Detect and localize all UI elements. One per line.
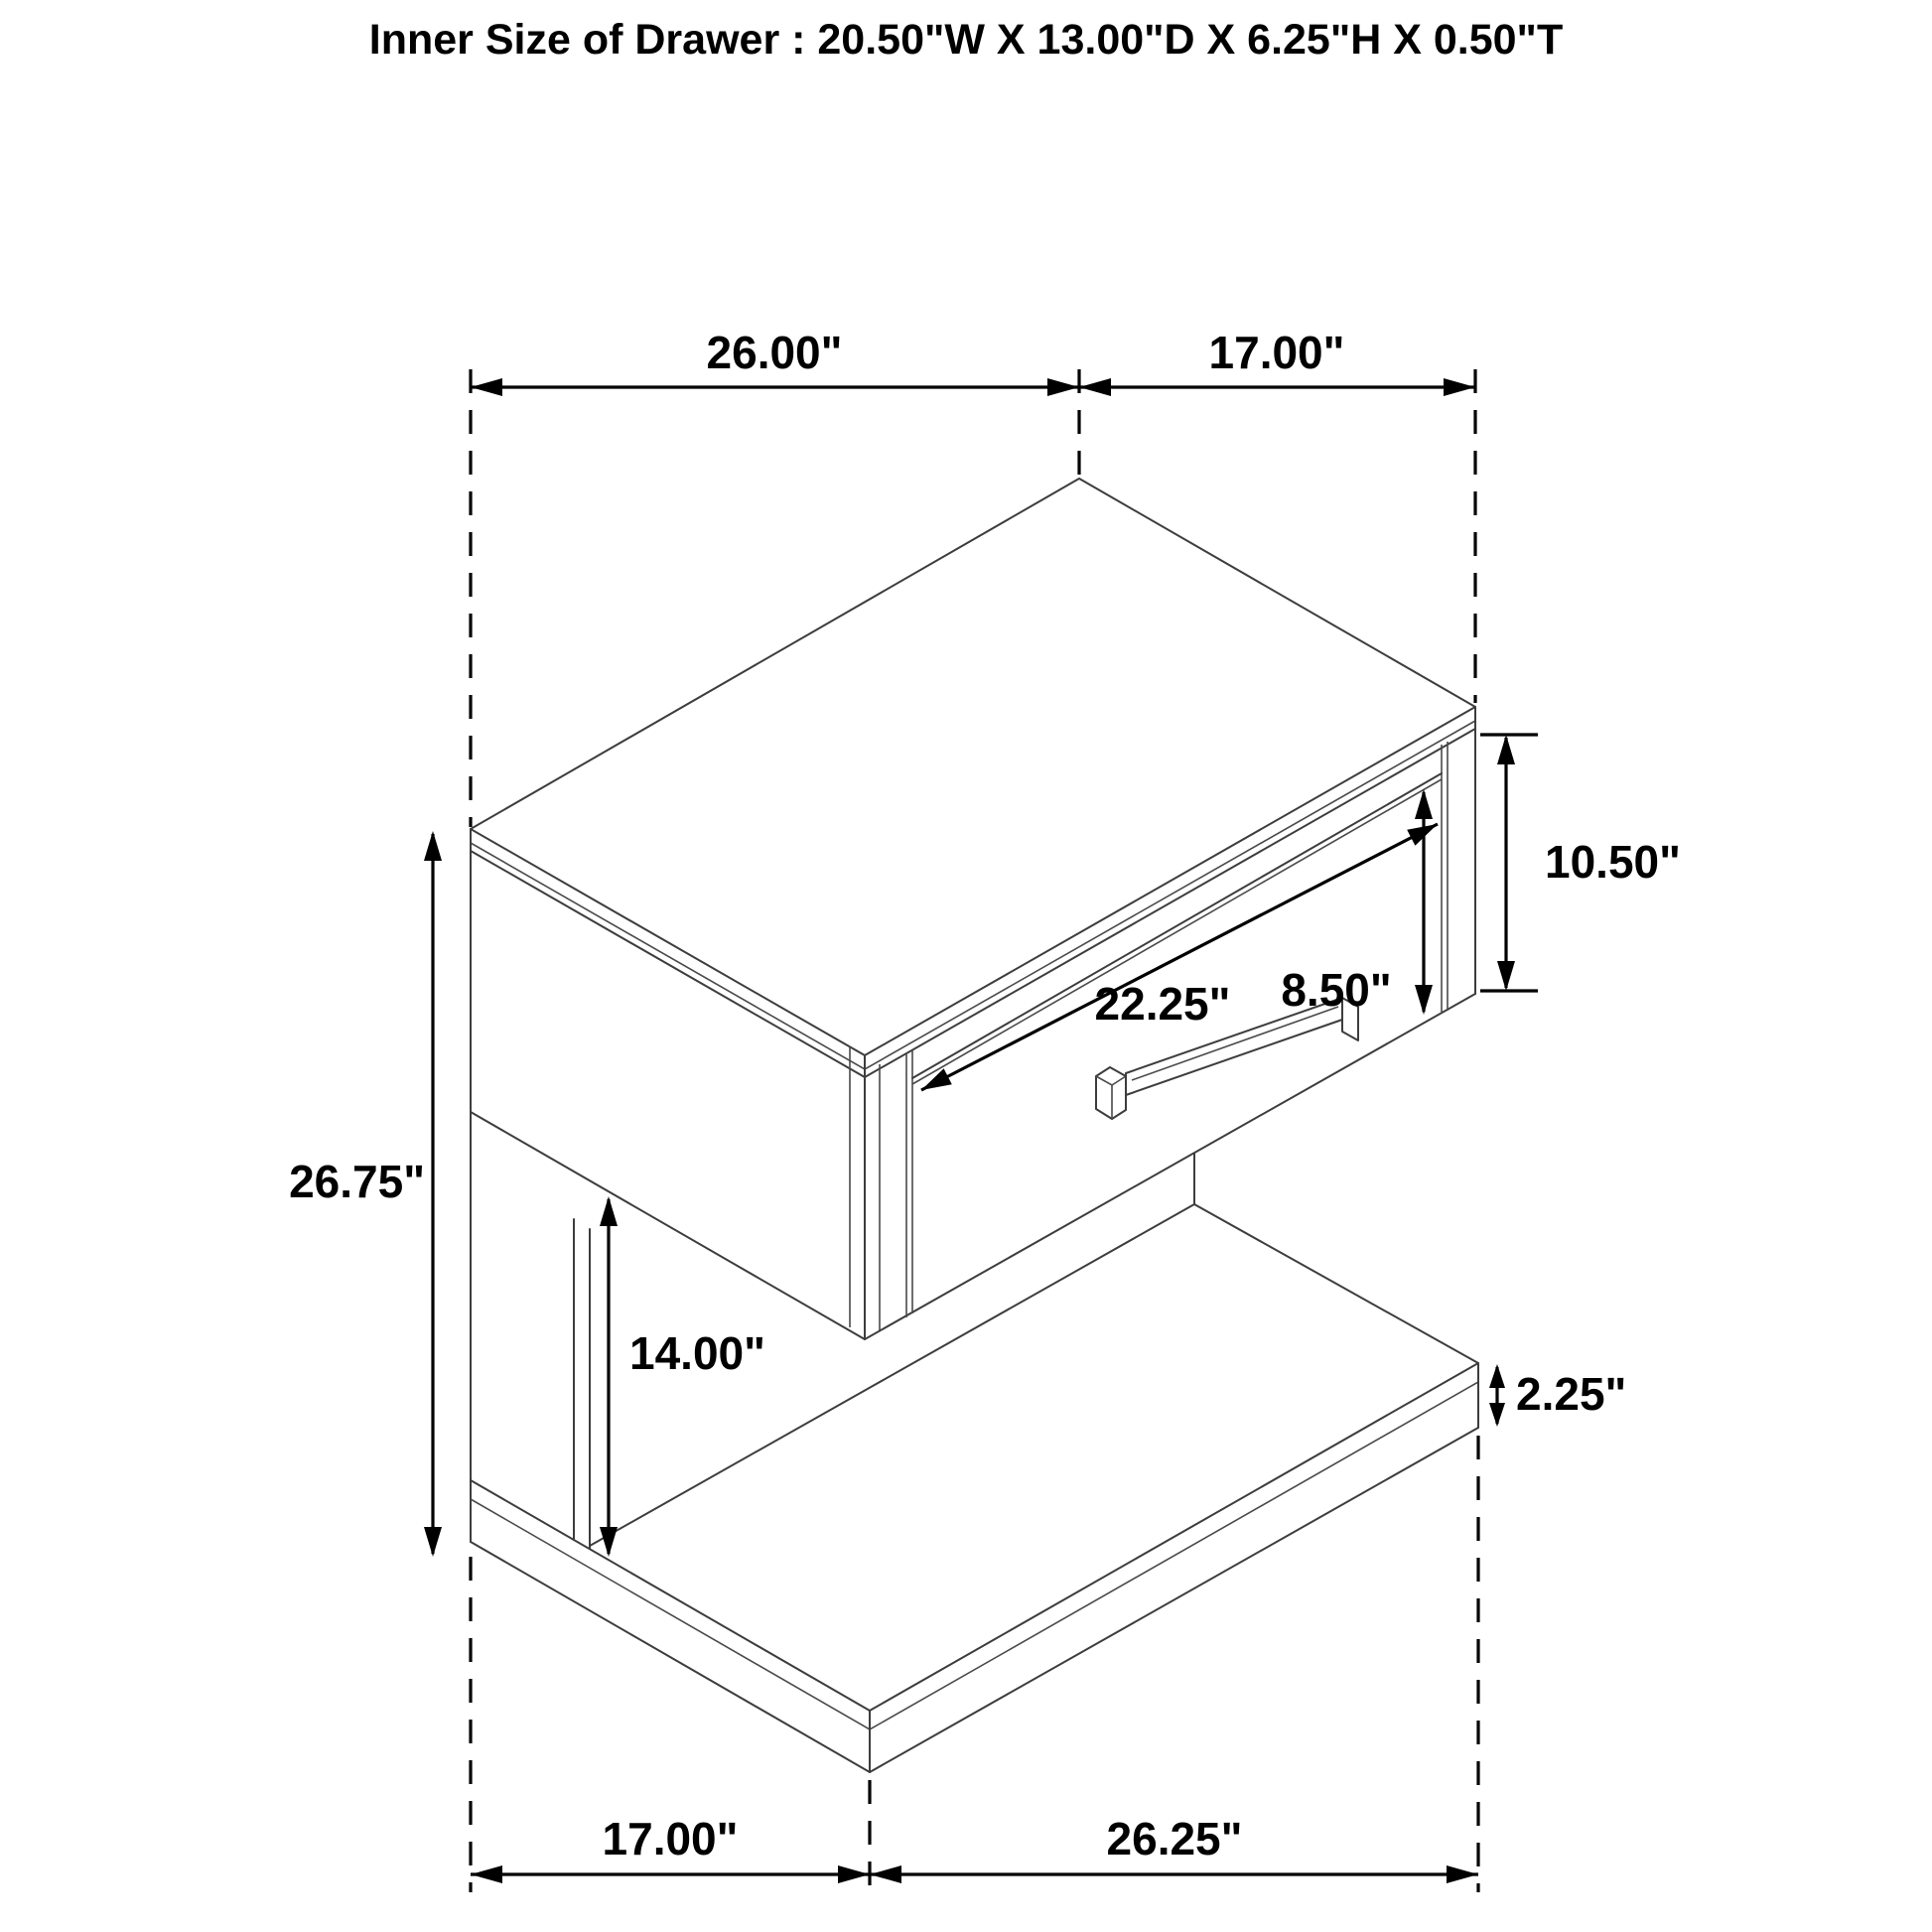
dim-label-shelf-clearance: 14.00": [629, 1327, 765, 1379]
cabinet-bottom-edge: [471, 994, 1475, 1339]
dim-shelf-thickness: [1489, 1364, 1626, 1427]
dim-overall-height: [289, 831, 442, 1557]
dim-label-bottom-width: 26.25": [1106, 1813, 1243, 1864]
dim-cabinet-height: [1480, 735, 1681, 991]
drawer-top-edge-inner: [912, 779, 1442, 1084]
handle-left-foot-top: [1096, 1076, 1126, 1085]
dim-bottom-width: [870, 1813, 1478, 1883]
page-title: Inner Size of Drawer : 20.50"W X 13.00"D X 6.25"H X 0.50"T: [368, 16, 1564, 64]
dim-shelf-clearance: [600, 1196, 765, 1557]
dim-label-drawer-width: 22.25": [1094, 978, 1231, 1030]
dim-label-drawer-height: 8.50": [1281, 964, 1392, 1016]
shelf-bottom-left-edge: [471, 1542, 870, 1772]
dim-label-top-width: 26.00": [706, 327, 843, 378]
dim-top-depth: [1079, 327, 1475, 396]
dim-label-overall-height: 26.75": [289, 1156, 425, 1207]
dim-top-width: [471, 327, 1079, 396]
projection-guides: [471, 369, 1478, 1892]
dim-label-shelf-thickness: 2.25": [1516, 1368, 1627, 1420]
dim-label-cabinet-height: 10.50": [1545, 836, 1681, 888]
drawer-top-edge: [912, 773, 1442, 1078]
dim-label-top-depth: 17.00": [1208, 327, 1345, 378]
handle-left-foot: [1096, 1067, 1126, 1119]
shelf-bottom-front-edge: [870, 1428, 1478, 1772]
nightstand-drawing: [471, 479, 1478, 1772]
bottom-shelf: [471, 1204, 1478, 1772]
cabinet-top-bevel: [471, 721, 1475, 1069]
shelf-band: [471, 1382, 1478, 1729]
shelf-top-edges: [471, 1204, 1478, 1711]
drawer-front: [912, 773, 1442, 1084]
dim-drawer-width: [921, 824, 1438, 1090]
dim-label-bottom-depth: 17.00": [602, 1813, 739, 1864]
dim-bottom-depth: [471, 1813, 870, 1883]
